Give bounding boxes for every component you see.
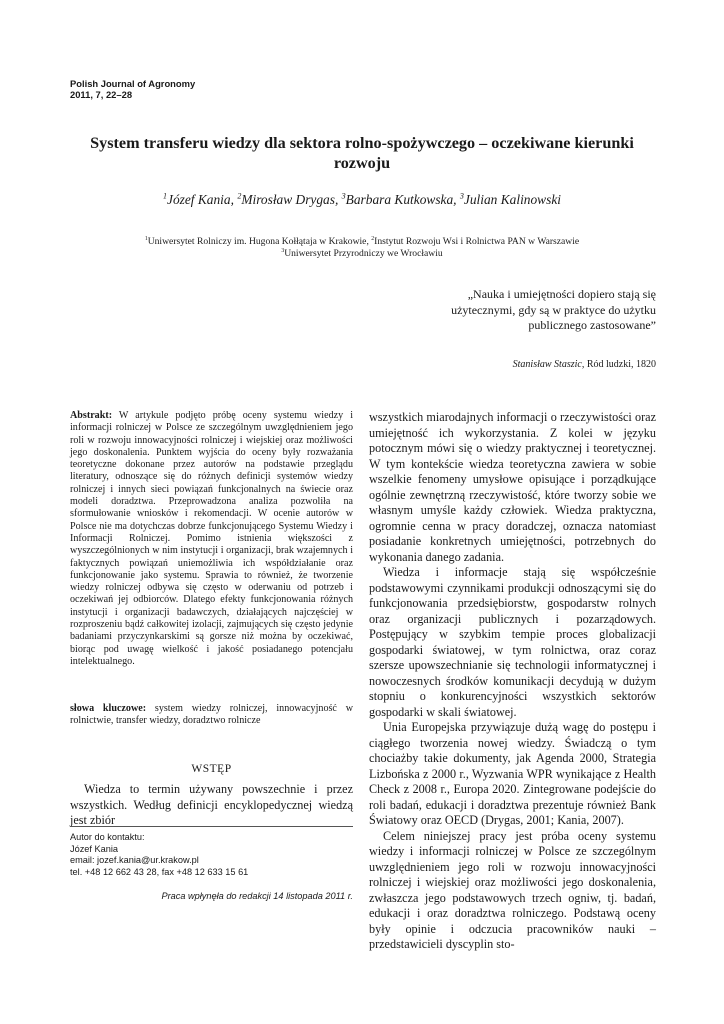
author-mark: 2 <box>237 191 242 201</box>
epigraph-citation <box>513 359 656 370</box>
contact-block <box>70 832 353 878</box>
author-mark: 3 <box>459 191 464 201</box>
body-paragraph: Wiedza i informacje stają się współcześnie podstawowymi czynnikami produkcji odnoszącymi się do funkcjonowania przedsiębiorstw, gospodarstw rolnych oraz organizacji publicznych i pozarządowych. Postępujący w szybkim tempie proces globalizacji gospodarki światowej, w tym rolnictwa, oraz coraz szersze upowszechnianie się technologii informatycznej i nowoczesnych środków komunikacji decydują w dużym stopniu o konkurencyjności wszystkich sektorów gospodarki w skali światowej. <box>369 565 656 719</box>
author-name: Julian Kalinowski <box>463 192 561 207</box>
author-mark: 3 <box>341 191 346 201</box>
section-heading-intro: WSTĘP <box>191 763 232 775</box>
epigraph-author: Stanisław Staszic, <box>512 359 585 370</box>
author-name: Barbara Kutkowska, <box>345 192 457 207</box>
keywords-label: słowa kluczowe: <box>70 703 147 714</box>
article-title: System transferu wiedzy dla sektora rolno-spożywczego – oczekiwane kierunki rozwoju <box>90 134 634 172</box>
received-date: Praca wpłynęła do redakcji 14 listopada 2011 r. <box>161 891 353 901</box>
affiliation-line-1 <box>62 236 662 248</box>
keywords-text: system wiedzy rolniczej, innowacyjność w rolnictwie, transfer wiedzy, doradztwo rolnicze <box>70 703 353 727</box>
journal-issue: 2011, 7, 22–28 <box>70 89 133 100</box>
author-mark: 1 <box>162 191 167 201</box>
contact-phone: tel. +48 12 662 43 28, fax +48 12 633 15 61 <box>70 866 249 877</box>
affiliation-text: Instytut Rozwoju Wsi i Rolnictwa PAN w Warszawie <box>374 236 580 247</box>
contact-name: Józef Kania <box>70 843 119 854</box>
epigraph-source: Ród ludzki, 1820 <box>586 359 656 370</box>
affiliation-mark: 1 <box>144 235 148 242</box>
contact-email[interactable]: email: jozef.kania@ur.krakow.pl <box>70 855 199 866</box>
right-column <box>369 410 656 953</box>
body-paragraph: Unia Europejska przywiązuje dużą wagę do postępu i ciągłego tworzenia nowej wiedzy. Świadczą o tym chociażby takie dokumenty, jak Agenda 2000, Strategia Lizbońska z 2000 r., Wyzwania WPR wynikające z Health Check z 2008 r., Europa 2020. Zintegrowane podejście do roli badań, edukacji i doradztwa prezentuje również Bank Światowy oraz OECD (Drygas, 2001; Kania, 2007). <box>369 720 656 827</box>
affiliation-text: Uniwersytet Przyrodniczy we Wrocławiu <box>284 248 443 259</box>
affiliation-mark: 2 <box>371 235 375 242</box>
intro-paragraph: Wiedza to termin używany powszechnie i przez wszystkich. Według definicji encyklopedycznej wiedzą jest zbiór <box>70 782 353 827</box>
abstract <box>70 410 353 668</box>
affiliations <box>62 236 662 260</box>
body-paragraph: wszystkich miarodajnych informacji o rzeczywistości oraz umiejętność ich wykorzystania. Z kolei w języku potocznym mówi się o wiedzy praktycznej i teoretycznej. W tym kontekście wiedza teoretyczna zawiera w sobie wszelkie fenomeny umysłowe opisujące i porządkujące ogólnie zewnętrzną rzeczywistość, które tworzy sobie we własnym umyśle każdy człowiek. Wiedza praktyczna, ogromnie cenna w pracy doradczej, oznacza natomiast posiadanie konkretnych umiejętności, potrzebnych do wykonania danego zadania. <box>369 410 656 564</box>
body-paragraph: Celem niniejszej pracy jest próba oceny systemu wiedzy i informacji rolniczej w Polsce ze szczególnym uwzględnieniem jego roli w rozwoju innowacyjności rolniczej i wiejskiej oraz możliwości jego doskonalenia, zwłaszcza jego podstawowych trzech ogniw, tj. badań, edukacji i oraz doradztwa rolniczego. Podstawą oceny były opinie i odczucia pracowników nauki – przedstawicieli dyscyplin sto- <box>369 828 656 951</box>
affiliation-text: Uniwersytet Rolniczy im. Hugona Kołłątaja w Krakowie, <box>147 236 369 247</box>
author-name: Mirosław Drygas, <box>241 192 339 207</box>
affiliation-line-2 <box>62 248 662 260</box>
abstract-label: Abstrakt: <box>70 410 113 421</box>
footnote-divider <box>70 826 353 827</box>
journal-name: Polish Journal of Agronomy <box>70 78 196 89</box>
keywords <box>70 703 353 728</box>
affiliation-mark: 3 <box>281 247 285 254</box>
journal-header <box>70 78 195 100</box>
author-name: Józef Kania, <box>167 192 234 207</box>
contact-label: Autor do kontaktu: <box>70 832 145 842</box>
abstract-text: W artykule podjęto próbę oceny systemu wiedzy i informacji rolniczej w Polsce ze szczególnym uwzględnieniem jego roli w rozwoju innowacyjności rolniczej i wiejskiej oraz możliwości jego doskonalenia. Punktem wyjścia do oceny były rozważania teoretyczne dokonane przez autorów na podstawie przeglądu literatury, odnoszące się do różnych definicji systemów wiedzy rolniczej i innych sieci powiązań funkcjonalnych na świecie oraz modeli doradztwa. Przeprowadzona analiza pozwoliła na sformułowanie wniosków i rekomendacji. W ocenie autorów w Polsce nie ma dotychczas dobrze funkcjonującego Systemu Wiedzy i Informacji Rolniczej. Pomimo istnienia większości z wyszczególnionych w nim instytucji i organizacji, brak wzajemnych i faktycznych powiązań uniemożliwia ich współdziałanie oraz funkcjonowanie jako systemu. Sprawia to również, że tworzenie wiedzy rolniczej odbywa się często w oderwaniu od potrzeb i oczekiwań jej odbiorców. Dlatego efekty funkcjonowania różnych instytucji i organizacji badawczych, działających najczęściej w rozproszeniu bądź całkowitej izolacji, zajmujących się często jedynie badaniami przyczynkarskimi są gorsze niż można by oczekiwać, biorąc pod uwagę wielkość i jakość posiadanego potencjału intelektualnego. <box>70 410 353 667</box>
author-list <box>62 192 662 208</box>
epigraph-quote: „Nauka i umiejętności dopiero stają się użytecznymi, gdy są w praktyce do użytku publicznego zastosowane” <box>451 287 656 332</box>
